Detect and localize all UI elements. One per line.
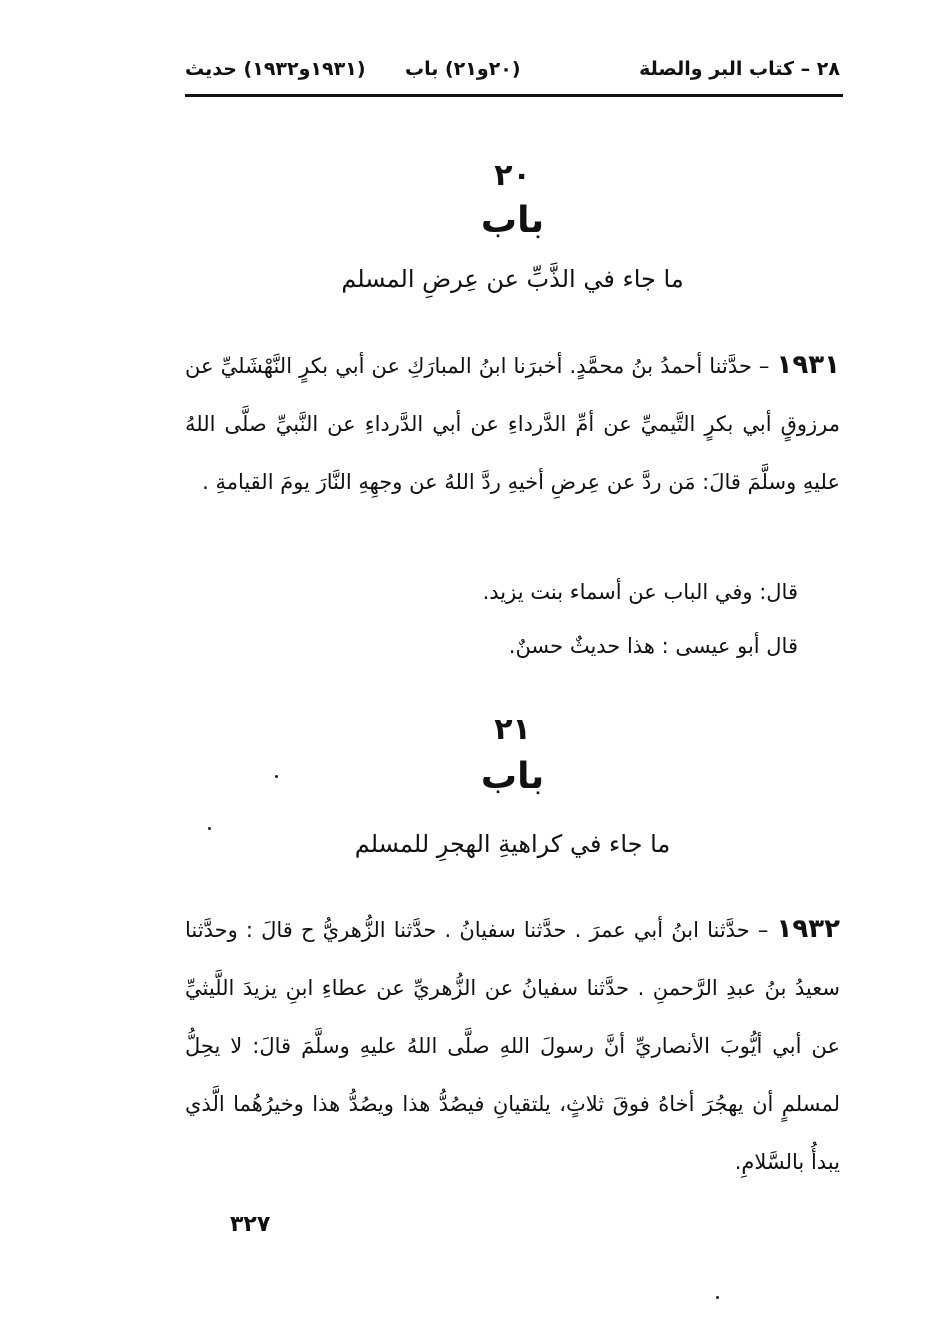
- section-title: ما جاء في كراهيةِ الهجرِ للمسلم: [354, 830, 671, 858]
- section-number: ٢٠: [494, 158, 531, 193]
- hadith-number: ١٩٣١: [776, 350, 840, 380]
- section-21-number-block: [185, 712, 840, 747]
- section-21-title-block: [185, 830, 840, 858]
- section-heading: باب: [480, 200, 545, 241]
- hadith-1931-note-chapter: قال: وفي الباب عن أسماء بنت يزيد.: [482, 580, 798, 604]
- section-title: ما جاء في الذَّبِّ عن عِرضِ المسلم: [341, 265, 684, 293]
- section-20-title-block: [185, 265, 840, 293]
- section-heading: باب: [480, 756, 545, 797]
- header-hadith-range: (١٩٣١و١٩٣٢) حديث: [185, 58, 366, 80]
- hadith-1932: [185, 900, 840, 1191]
- running-header: [185, 52, 840, 92]
- hadith-number: ١٩٣٢: [776, 914, 840, 944]
- hadith-1931-note-grade: قال أبو عيسى : هذا حديثٌ حسنٌ.: [508, 634, 798, 658]
- section-20-number-block: [185, 158, 840, 193]
- section-number: ٢١: [494, 712, 531, 747]
- scan-speck: [275, 775, 278, 778]
- scan-speck: [208, 827, 211, 830]
- hadith-1931: [185, 336, 840, 511]
- hadith-text: – حدَّثنا ابنُ أبي عمرَ . حدَّثنا سفيانُ . حدَّثنا الزُّهريُّ ح قالَ : وحدَّثنا سعيدُ بنُ عبدِ الرَّحمنِ . حدَّثنا سفيانُ عن الزُّهريِّ عن عطاءِ ابنِ يزيدَ اللَّيثيِّ عن أبي أيُّوبَ الأنصاريِّ أنَّ رسولَ اللهِ صلَّى اللهُ عليهِ وسلَّمَ قالَ: لا يحِلُّ لمسلمٍ أن يهجُرَ أخاهُ فوقَ ثلاثٍ، يلتقيانِ فيصُدُّ هذا ويصُدُّ هذا وخيرُهُما الَّذي يبدأُ بالسَّلامِ.: [185, 918, 840, 1174]
- header-chapters-range: (٢٠و٢١) باب: [405, 58, 521, 80]
- header-rule: [185, 94, 843, 97]
- hadith-text: – حدَّثنا أحمدُ بنُ محمَّدٍ. أخبرَنا ابنُ المبارَكِ عن أبي بكرٍ النَّهْشَليِّ عن مرزوقٍ أبي بكرٍ التَّيميِّ عن أمِّ الدَّرداءِ عن أبي الدَّرداءِ عن النَّبيِّ صلَّى اللهُ عليهِ وسلَّمَ قالَ: مَن ردَّ عن عِرضِ أخيهِ ردَّ اللهُ عن وجهِهِ النَّارَ يومَ القيامةِ .: [185, 354, 840, 494]
- scan-speck: [716, 1296, 719, 1299]
- header-chapter: ٢٨ – كتاب البر والصلة: [639, 58, 840, 80]
- section-21-heading-block: [185, 756, 840, 797]
- page-number: ٣٢٧: [230, 1212, 271, 1237]
- section-20-heading-block: [185, 200, 840, 241]
